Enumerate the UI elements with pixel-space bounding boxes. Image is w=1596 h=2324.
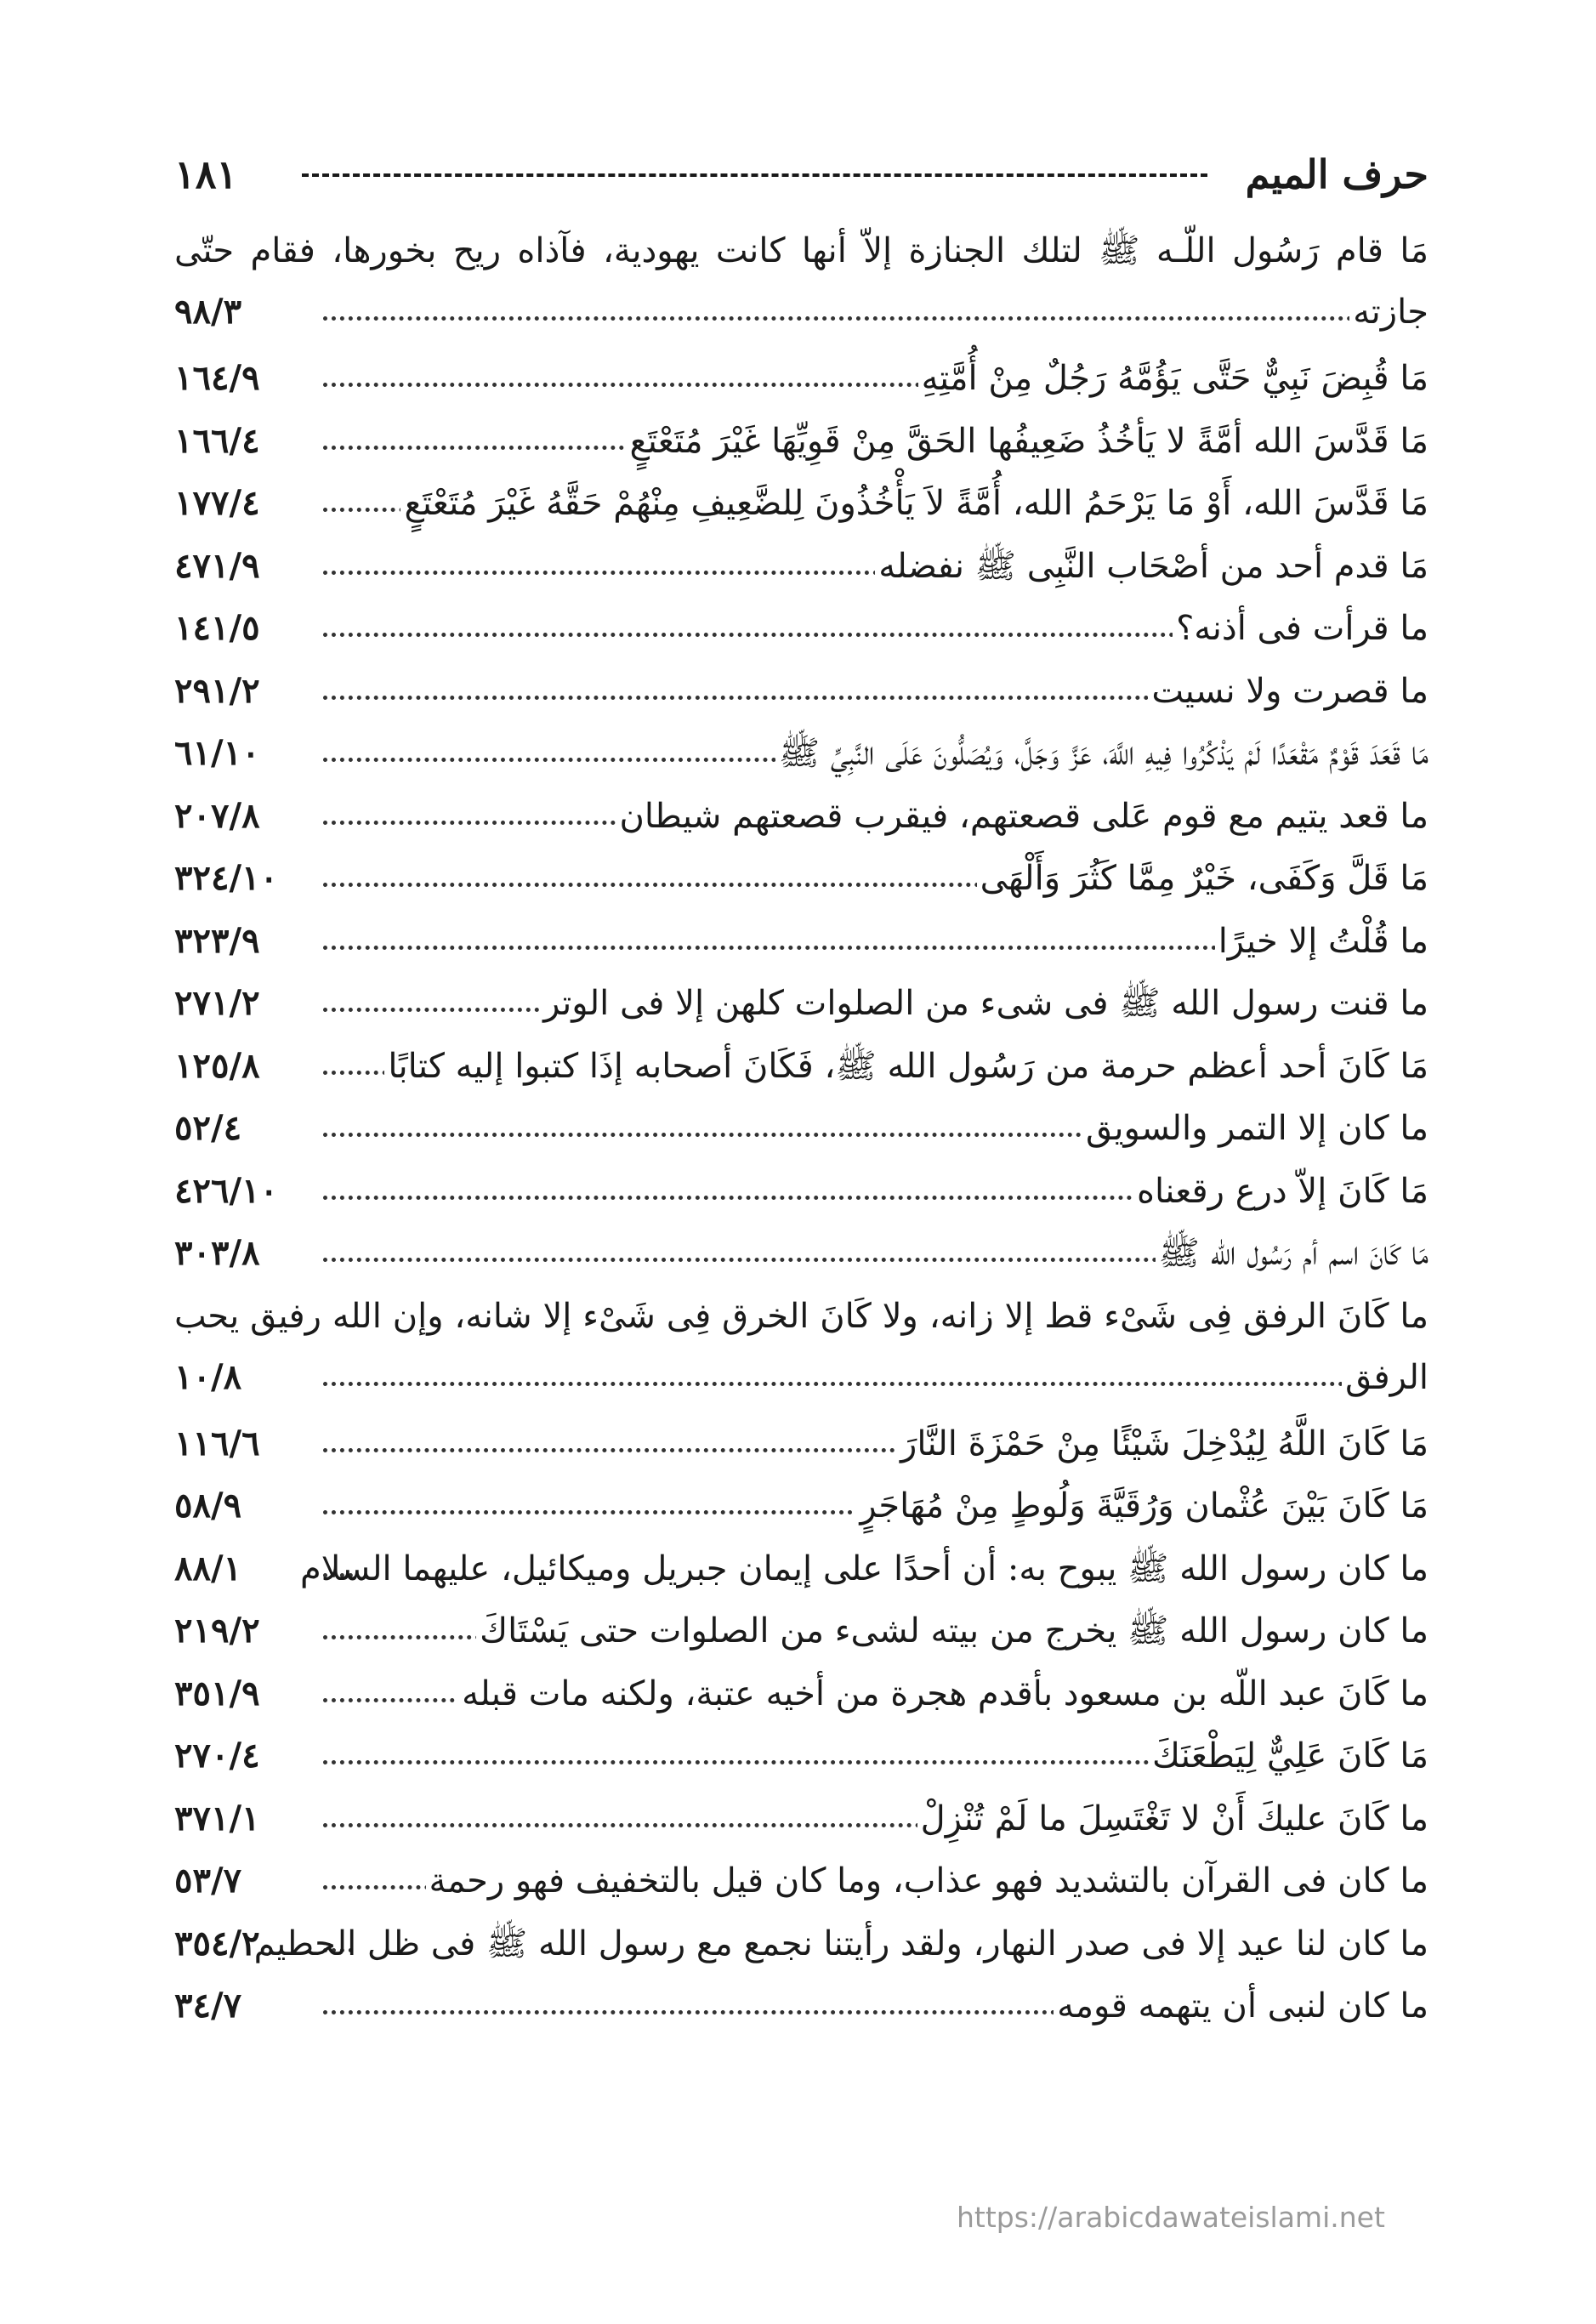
page-number: ١٨١ xyxy=(174,151,238,197)
index-entry xyxy=(174,1160,1428,1223)
index-entry xyxy=(174,1222,1428,1285)
entry-reference: ١١٦/٦ xyxy=(174,1423,260,1463)
entry-text: مَا كَانَ اسم أم رَسُول الله ﷺ xyxy=(1156,1229,1428,1278)
entry-text: ما كان لنا عيد إلا فى صدر النهار، ولقد رأيتنا نجمع مع رسول الله ﷺ فى ظل الحطيم xyxy=(354,1919,1428,1969)
entry-reference: ٣٤/٧ xyxy=(174,1986,242,2026)
entry-text-line1: ما كَانَ الرفق فِى شَىْء قط إلا زانه، ولا كَانَ الخرق فِى شَىْء إلا شانه، وإن الله رفيق يحب xyxy=(174,1296,1428,1336)
index-entry xyxy=(174,972,1428,1035)
index-entry xyxy=(174,847,1428,910)
entry-reference: ٣٠٣/٨ xyxy=(174,1233,260,1273)
entry-reference: ١٠/٨ xyxy=(174,1356,242,1397)
entry-reference: ٣٥١/٩ xyxy=(174,1673,260,1713)
entry-text: مَا كَانَ أحد أعظم حرمة من رَسُول الله ﷺ، فَكَانَ أصحابه إذَا كتبوا إليه كتابًا xyxy=(384,1042,1428,1091)
index-entry xyxy=(174,1537,1428,1600)
entry-text: ما كَانَ عليكَ أَنْ لا تَغْتَسِلَ ما لَمْ تُنْزِلْ xyxy=(917,1794,1428,1844)
index-entry xyxy=(174,410,1428,473)
entry-text: مَا قُبِضَ نَبِيٌّ حَتَّى يَؤُمَّهُ رَجُلٌ مِنْ أُمَّتِهِ xyxy=(918,354,1428,403)
entry-text: مَا قَدَّسَ الله أمَّةً لا يَأخُذُ ضَعِيفُها الحَقَّ مِنْ قَوِيِّهَا غَيْرَ مُتَعْتَعٍ xyxy=(626,417,1428,466)
entry-text: مَا كَانَ بَيْنَ عُثْمان وَرُقَيَّةَ وَلُوطٍ مِنْ مُهَاجَرٍ xyxy=(856,1481,1428,1531)
entry-reference: ٣٢٣/٩ xyxy=(174,920,260,961)
entry-reference: ٣٧١/١ xyxy=(174,1798,260,1838)
dot-leader xyxy=(323,316,1428,321)
entry-text-line2: جازته xyxy=(1349,287,1428,337)
index-entry xyxy=(174,1412,1428,1475)
entry-text: مَا قَدَّسَ الله، أَوْ مَا يَرْحَمُ الله، أُمَّةً لاَ يَأْخُذُونَ لِلضَّعِيفِ مِنْهُمْ حَقَّهُ غَيْرَ مُتَعْتَعٍ xyxy=(400,479,1428,528)
entry-reference: ٢٠٧/٨ xyxy=(174,795,260,836)
entry-reference: ٢٩١/٢ xyxy=(174,670,260,711)
entry-reference: ٤٧١/٩ xyxy=(174,545,260,586)
entry-text: مَا قَعَدَ قَوْمٌ مَقْعَدًا لَمْ يَذْكُرُوا فِيهِ اللَّهَ، عَزَّ وَجَلَّ، وَيُصَلُّونَ عَلَى النَّبِيِّ ﷺ xyxy=(775,729,1428,778)
entry-text: ما قرأت فى أذنه؟ xyxy=(1173,604,1428,653)
entry-reference: ٢٧٠/٤ xyxy=(174,1736,260,1776)
entry-reference: ٢٧١/٢ xyxy=(174,983,260,1023)
entry-reference: ١٧٧/٤ xyxy=(174,483,260,523)
entry-text: مَا كَانَ عَلِيٌّ لِيَطْعَنَكَ xyxy=(1149,1731,1428,1781)
entry-text-line1: مَا قام رَسُول اللّـه ﷺ لتلك الجنازة إلاّ أنها كانت يهودية، فآذاه ريح بخورها، فقام حتّى xyxy=(174,231,1428,270)
index-entry xyxy=(174,1475,1428,1537)
index-entry xyxy=(174,1662,1428,1725)
entry-reference: ٥٨/٩ xyxy=(174,1486,242,1526)
entry-reference: ٨٨/١ xyxy=(174,1548,242,1588)
index-entry xyxy=(174,1097,1428,1160)
entry-text: ما كان رسول الله ﷺ يبوح به: أن أحدًا على إيمان جبريل وميكائيل، عليهما السلام xyxy=(354,1544,1428,1594)
entry-reference: ٩٨/٣ xyxy=(174,292,242,332)
index-entry xyxy=(174,347,1428,410)
index-entry xyxy=(174,785,1428,848)
index-entry xyxy=(174,1035,1428,1098)
entry-reference: ١٦٤/٩ xyxy=(174,358,260,398)
entry-reference: ٥٢/٤ xyxy=(174,1108,242,1148)
watermark-url: https://arabicdawateislami.net xyxy=(957,2201,1385,2234)
index-entry xyxy=(174,597,1428,660)
dot-leader xyxy=(323,1382,1428,1386)
index-entry xyxy=(174,1787,1428,1850)
entry-text: مَا قَلَّ وَكَفَى، خَيْرٌ مِمَّا كَثُرَ وَأَلْهَى xyxy=(977,854,1428,903)
index-entry xyxy=(174,722,1428,785)
index-entry xyxy=(174,1850,1428,1912)
page-header xyxy=(174,145,1428,204)
entry-reference: ١٦٦/٤ xyxy=(174,420,260,461)
entry-reference: ٢١٩/٢ xyxy=(174,1611,260,1651)
index-entry xyxy=(174,1725,1428,1787)
entry-text: مَا كَانَ إلاّ درع رقعناه xyxy=(1133,1167,1428,1216)
entry-text: مَا قدم أحد من أصْحَاب النَّبِى ﷺ نفضله xyxy=(875,542,1428,591)
index-entry xyxy=(174,660,1428,723)
entry-text: ما كان فى القرآن بالتشديد فهو عذاب، وما كان قيل بالتخفيف فهو رحمة xyxy=(426,1856,1428,1906)
index-entry xyxy=(174,535,1428,598)
index-entry xyxy=(174,1975,1428,2037)
entry-reference: ١٤١/٥ xyxy=(174,608,260,648)
index-entry xyxy=(174,1600,1428,1662)
index-entry xyxy=(174,219,1428,347)
entry-text: ما كان إلا التمر والسويق xyxy=(1082,1104,1428,1153)
entry-text: ما قنت رسول الله ﷺ فى شىء من الصلوات كلهن إلا فى الوتر xyxy=(540,979,1428,1028)
section-title: حرف الميم xyxy=(1245,151,1428,197)
entry-text: ما قعد يتيم مع قوم عَلى قصعتهم، فيقرب قصعتهم شيطان xyxy=(616,792,1428,841)
entry-reference: ٣٥٤/٢ xyxy=(174,1923,260,1963)
index-entry xyxy=(174,472,1428,535)
entry-text: ما قُلْتُ إلا خيرًا xyxy=(1215,917,1428,966)
entry-reference: ٥٣/٧ xyxy=(174,1861,242,1901)
entry-reference: ٣٢٤/١٠ xyxy=(174,858,279,898)
header-dashes xyxy=(302,173,1207,177)
index-entry xyxy=(174,910,1428,973)
entry-reference: ٤٢٦/١٠ xyxy=(174,1170,279,1211)
entry-text: مَا كَانَ اللَّهُ لِيُدْخِلَ شَيْئًا مِنْ حَمْزَةَ النَّارَ xyxy=(897,1419,1428,1469)
index-entry xyxy=(174,1912,1428,1975)
entry-reference: ١٢٥/٨ xyxy=(174,1045,260,1086)
entry-reference: ٦١/١٠ xyxy=(174,733,260,773)
entry-text: ما قصرت ولا نسيت xyxy=(1148,667,1428,716)
entry-text: ما كان لنبى أن يتهمه قومه xyxy=(1054,1981,1428,2031)
entry-text-line2: الرفق xyxy=(1342,1353,1428,1402)
index-entry xyxy=(174,1285,1428,1412)
index-entries xyxy=(174,219,1428,2037)
entry-text: ما كَانَ عبد اللّه بن مسعود بأقدم هجرة من أخيه عتبة، ولكنه مات قبله xyxy=(458,1669,1428,1719)
entry-text: ما كان رسول الله ﷺ يخرج من بيته لشىء من الصلوات حتى يَسْتَاكَ xyxy=(476,1606,1428,1656)
